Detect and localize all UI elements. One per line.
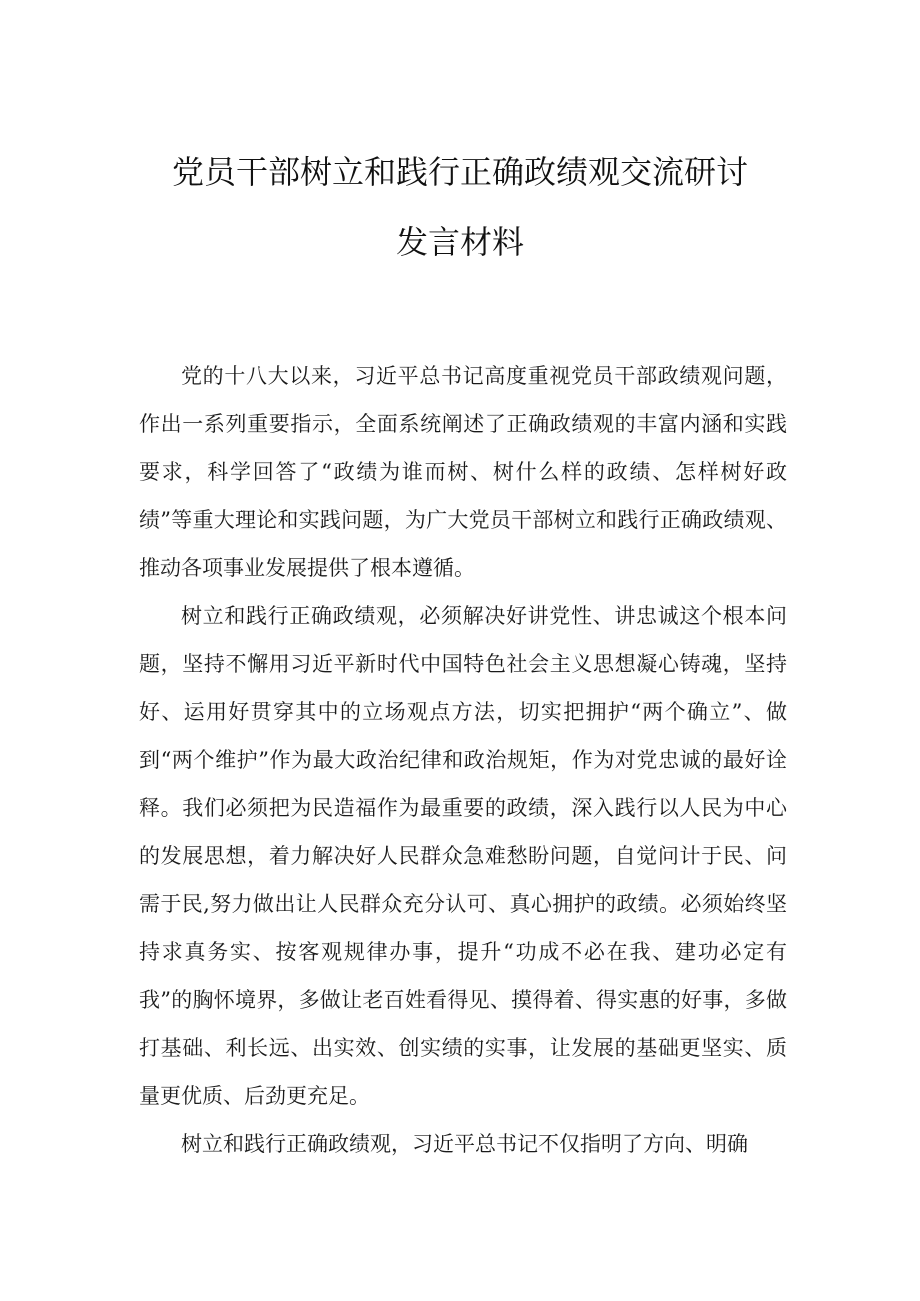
paragraph-3: 树立和践行正确政绩观，习近平总书记不仅指明了方向、明确 [181,1132,748,1156]
document-title-line-1: 党员干部树立和践行正确政绩观交流研讨 [171,153,748,191]
paragraph-1: 党的十八大以来，习近平总书记高度重视党员干部政绩观问题，作出一系列重要指示，全面系统阐述了正确政绩观的丰富内涵和实践要求，科学回答了“政绩为谁而树、树什么样的政绩、怎样树好政绩”等重大理论和实践问题，为广大党员干部树立和践行正确政绩观、推动各项事业发展提供了根本遵循。 [139,364,787,580]
document-title-line-2: 发言材料 [395,223,524,261]
paragraph-2: 树立和践行正确政绩观，必须解决好讲党性、讲忠诚这个根本问题，坚持不懈用习近平新时代中国特色社会主义思想凝心铸魂，坚持好、运用好贯穿其中的立场观点方法，切实把拥护“两个确立”、做到“两个维护”作为最大政治纪律和政治规矩，作为对党忠诚的最好诠释。我们必须把为民造福作为最重要的政绩，深入践行以人民为中心的发展思想，着力解决好人民群众急难愁盼问题，自觉问计于民、问需于民,努力做出让人民群众充分认可、真心拥护的政绩。必须始终坚持求真务实、按客观规律办事，提升“功成不必在我、建功必定有我”的胸怀境界，多做让老百姓看得见、摸得着、得实惠的好事，多做打基础、利长远、出实效、创实绩的实事，让发展的基础更坚实、质量更优质、后劲更充足。 [139,604,787,1108]
document-body [139,352,787,1168]
